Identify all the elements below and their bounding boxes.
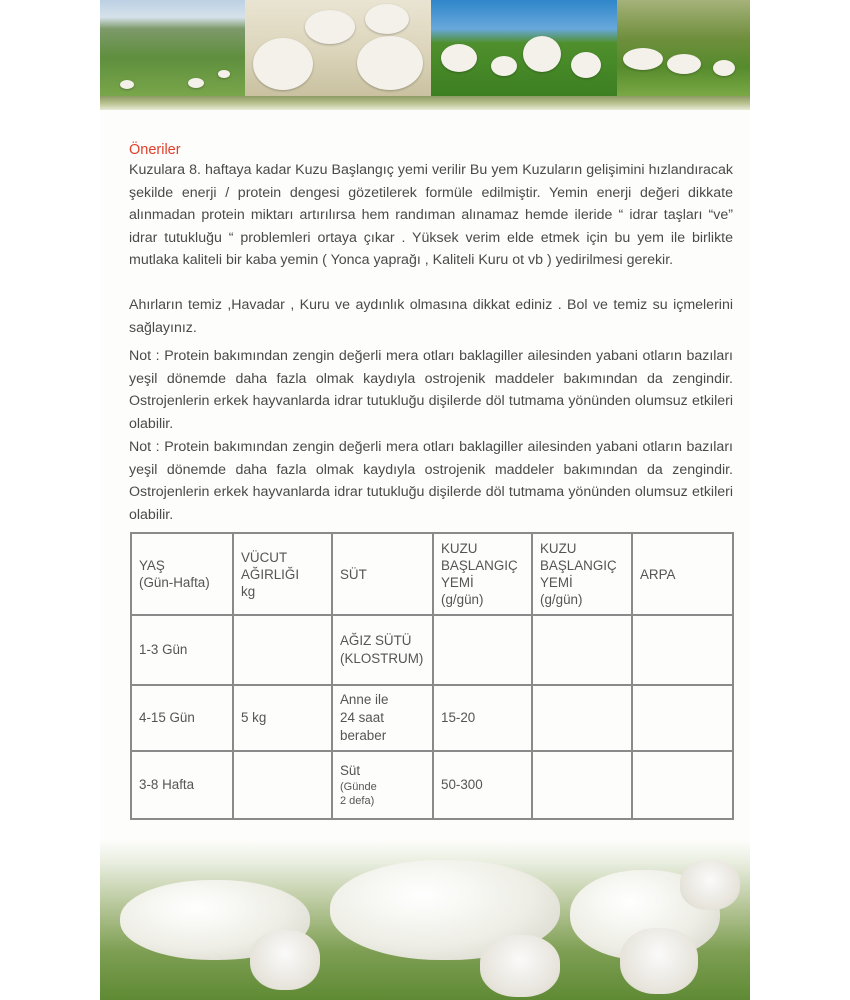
grazing-lambs-photo: [100, 840, 750, 1000]
brochure-page: [100, 0, 750, 1000]
cell-starter-feed-2: [532, 751, 632, 819]
cell-barley: [632, 685, 733, 751]
cell-starter-feed-2: [532, 685, 632, 751]
header-starter-feed-1: KUZU BAŞLANGIÇ YEMİ (g/gün): [433, 533, 532, 615]
cell-weight: 5 kg: [233, 685, 332, 751]
paragraph-note-1: Not : Protein bakımından zengin değerli mera otları baklagiller ailesinden yabani otların bazıları yeşil dönemde daha fazla olmak kaydıyla ostrojenik maddeler bakımından da zengindir. Ostrojenlerin erkek hayvanlarda idrar tutukluğu dişilerde döl tutmama yönünden olumsuz etkileri olabilir.: [129, 348, 733, 432]
cell-starter-feed-1: 15-20: [433, 685, 532, 751]
header-milk: SÜT: [332, 533, 433, 615]
section-heading: Öneriler: [129, 142, 181, 158]
header-weight: VÜCUT AĞIRLIĞI kg: [233, 533, 332, 615]
sheep-pasture-photo: [100, 0, 245, 96]
cell-starter-feed-1: [433, 615, 532, 685]
cell-starter-feed-1: 50-300: [433, 751, 532, 819]
sheep-meadow-photo: [431, 0, 617, 96]
cell-starter-feed-2: [532, 615, 632, 685]
sheep-flock-photo: [245, 0, 431, 96]
paragraph-barn: Ahırların temiz ,Havadar , Kuru ve aydınlık olmasına dikkat ediniz . Bol ve temiz su içmelerini sağlayınız.: [129, 297, 733, 336]
cell-barley: [632, 751, 733, 819]
paragraph-feeding: Kuzulara 8. haftaya kadar Kuzu Başlangıç yemi verilir Bu yem Kuzuların gelişimini hızlandıracak şekilde enerji / protein dengesi gözetilerek formüle edilmiştir. Yemin enerji değeri dikkate alınmadan protein miktarı artırılırsa hem randıman alınamaz hemde ileride “ idrar taşları “ve” idrar tutukluğu “ problemleri ortaya çıkar . Yüksek verim elde etmek için bu yem ile birlikte mutlaka kaliteli bir kaba yemin ( Yonca yaprağı , Kaliteli Kuru ot vb ) yedirilmesi gerekir.: [129, 162, 733, 269]
header-photo-strip: [100, 0, 750, 96]
cell-barley: [632, 615, 733, 685]
cell-milk: AĞIZ SÜTÜ (KLOSTRUM): [332, 615, 433, 685]
table-row: [131, 615, 733, 685]
cell-age: 3-8 Hafta: [131, 751, 233, 819]
header-starter-feed-2: KUZU BAŞLANGIÇ YEMİ (g/gün): [532, 533, 632, 615]
cell-weight: [233, 615, 332, 685]
milk-frequency-note: (Günde 2 defa): [340, 781, 377, 807]
feeding-table: [130, 532, 734, 820]
table-row: [131, 685, 733, 751]
cell-age: 1-3 Gün: [131, 615, 233, 685]
table-row: [131, 751, 733, 819]
sheep-field-photo: [617, 0, 750, 96]
cell-weight: [233, 751, 332, 819]
cell-age: 4-15 Gün: [131, 685, 233, 751]
table-header-row: [131, 533, 733, 615]
header-barley: ARPA: [632, 533, 733, 615]
cell-milk: Anne ile 24 saat beraber: [332, 685, 433, 751]
cell-milk: Süt (Günde 2 defa): [332, 751, 433, 819]
header-age: YAŞ (Gün-Hafta): [131, 533, 233, 615]
paragraph-note-2: Not : Protein bakımından zengin değerli mera otları baklagiller ailesinden yabani otların bazıları yeşil dönemde daha fazla olmak kaydıyla ostrojenik maddeler bakımından da zengindir. Ostrojenlerin erkek hayvanlarda idrar tutukluğu dişilerde döl tutmama yönünden olumsuz etkileri olabilir.: [129, 439, 733, 523]
header-band: [100, 96, 750, 110]
